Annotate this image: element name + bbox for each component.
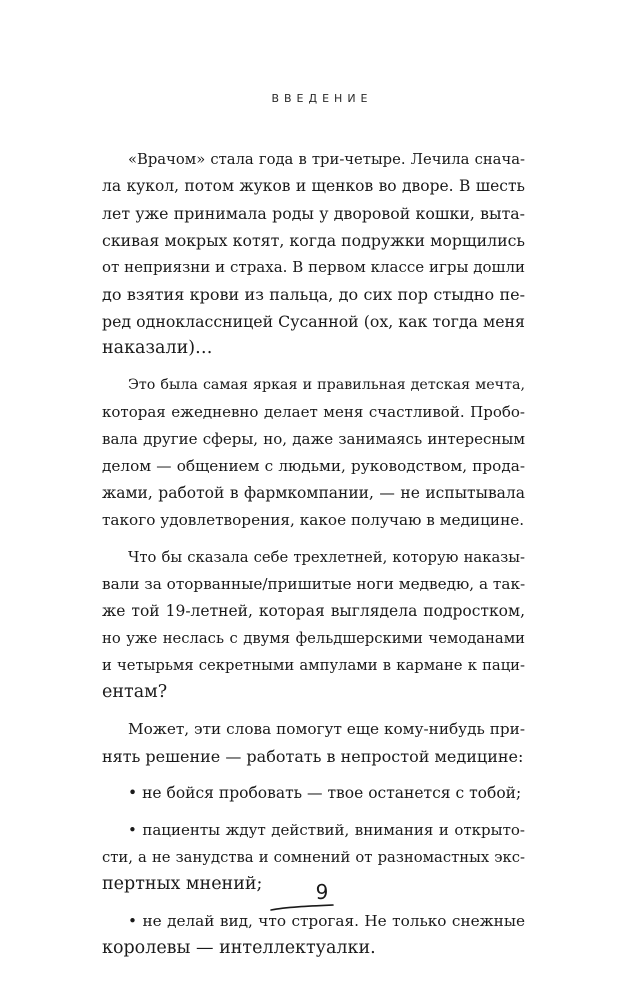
- text-line: и четырьмя секретными ампулами в кармане к паци-: [102, 657, 525, 674]
- text-line: но уже неслась с двумя фельдшерскими чемоданами: [102, 630, 525, 647]
- text-line: ла кукол, потом жуков и щенков во дворе. В шесть: [102, 177, 525, 195]
- page-number: 9: [315, 880, 329, 904]
- paragraph: [102, 716, 525, 770]
- text-line: делом — общением с людьми, руководством, прода-: [102, 457, 525, 475]
- bullet-item: [102, 908, 525, 962]
- text-line: ентам?: [102, 682, 168, 702]
- paragraph: [102, 146, 525, 362]
- paragraph: [102, 544, 525, 706]
- text-line: такого удовлетворения, какое получаю в медицине.: [102, 511, 525, 529]
- text-line: Что бы сказала себе трехлетней, которую наказы-: [128, 549, 525, 566]
- text-line: ред одноклассницей Сусанной (ох, как тогда меня: [102, 312, 525, 331]
- text-line: • не бойся пробовать — твое останется с тобой;: [128, 784, 522, 802]
- text-line: которая ежедневно делает меня счастливой. Пробо-: [102, 403, 525, 421]
- text-line: Это была самая яркая и правильная детская мечта,: [128, 377, 525, 393]
- text-line: вали за оторванные/пришитые ноги медведю, а так-: [102, 575, 526, 593]
- paragraph: [102, 372, 525, 534]
- text-line: • не делай вид, что строгая. Не только снежные: [128, 912, 525, 930]
- running-head: ВВЕДЕНИЕ: [271, 92, 373, 105]
- text-line: от неприязни и страха. В первом классе игры дошли: [102, 258, 525, 276]
- body-text: [102, 146, 525, 962]
- text-line: «Врачом» стала года в три-четыре. Лечила снача-: [128, 151, 525, 168]
- text-line: нять решение — работать в непростой медицине:: [102, 747, 524, 766]
- text-line: же той 19-летней, которая выглядела подростком,: [102, 602, 525, 620]
- text-line: пертных мнений;: [102, 874, 263, 894]
- text-line: королевы — интеллектуалки.: [102, 938, 376, 958]
- text-line: сти, а не занудства и сомнений от разномастных экс-: [102, 849, 525, 866]
- text-line: вала другие сферы, но, даже занимаясь интересным: [102, 430, 525, 448]
- text-line: до взятия крови из пальца, до сих пор стыдно пе-: [102, 285, 525, 304]
- bullet-item: [102, 780, 525, 807]
- text-line: скивая мокрых котят, когда подружки морщились: [102, 231, 525, 250]
- text-line: наказали)…: [102, 338, 213, 358]
- text-line: Может, эти слова помогут еще кому-нибудь при-: [128, 720, 525, 738]
- page-number-rule: [270, 904, 334, 912]
- text-line: • пациенты ждут действий, внимания и открыто-: [128, 821, 525, 839]
- text-line: жами, работой в фармкомпании, — не испытывала: [102, 484, 525, 502]
- text-line: лет уже принимала роды у дворовой кошки, выта-: [102, 204, 525, 223]
